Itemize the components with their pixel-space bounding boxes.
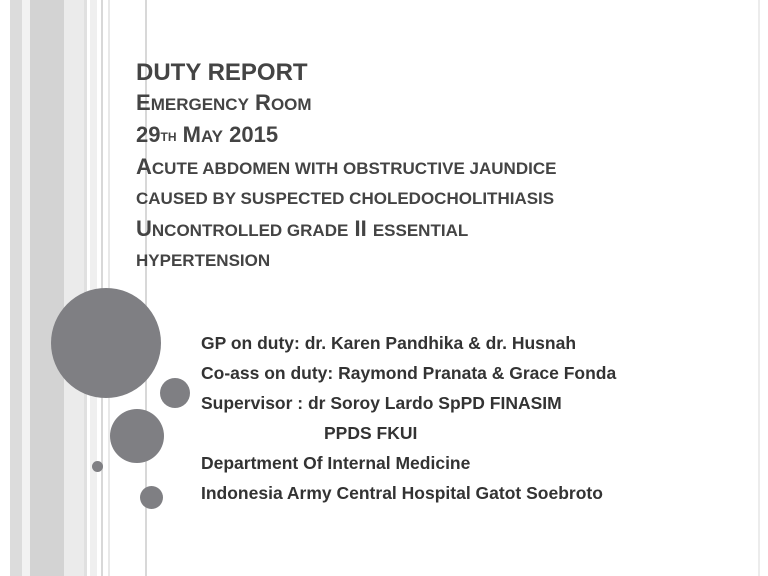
decor-circle-small-1 — [160, 378, 190, 408]
gp-on-duty: GP on duty: dr. Karen Pandhika & dr. Husnah — [201, 333, 577, 353]
decor-stripe-2 — [22, 0, 30, 576]
title-line-emergency-room: EMERGENCY ROOM — [136, 90, 312, 115]
decor-circle-tiny — [92, 461, 103, 472]
decor-stripe-5 — [84, 0, 87, 576]
decor-stripe-3 — [30, 0, 64, 576]
hospital: Indonesia Army Central Hospital Gatot Soebroto — [201, 483, 603, 503]
decor-stripe-4 — [64, 0, 84, 576]
decor-stripe-1 — [10, 0, 22, 576]
title-line-duty-report: DUTY REPORT — [136, 59, 308, 86]
decor-circle-large — [51, 288, 161, 398]
duty-details — [201, 328, 616, 508]
decor-circle-small-2 — [140, 486, 163, 509]
slide-title — [136, 58, 736, 276]
coass-on-duty: Co-ass on duty: Raymond Pranata & Grace Fonda — [201, 363, 617, 383]
title-line-diagnosis-1: ACUTE ABDOMEN WITH OBSTRUCTIVE JAUNDICE — [136, 154, 557, 179]
title-line-diagnosis-2: CAUSED BY SUSPECTED CHOLEDOCHOLITHIASIS — [136, 189, 555, 208]
ppds-affiliation: PPDS FKUI — [324, 423, 418, 443]
title-line-date: 29TH MAY 2015 — [136, 122, 279, 147]
title-line-diagnosis-4: HYPERTENSION — [136, 251, 271, 270]
decor-stripe-right — [758, 0, 760, 576]
decor-circle-medium — [110, 409, 164, 463]
department: Department Of Internal Medicine — [201, 453, 471, 473]
title-line-diagnosis-3: UNCONTROLLED GRADE II ESSENTIAL — [136, 216, 469, 241]
supervisor: Supervisor : dr Soroy Lardo SpPD FINASIM — [201, 393, 562, 413]
